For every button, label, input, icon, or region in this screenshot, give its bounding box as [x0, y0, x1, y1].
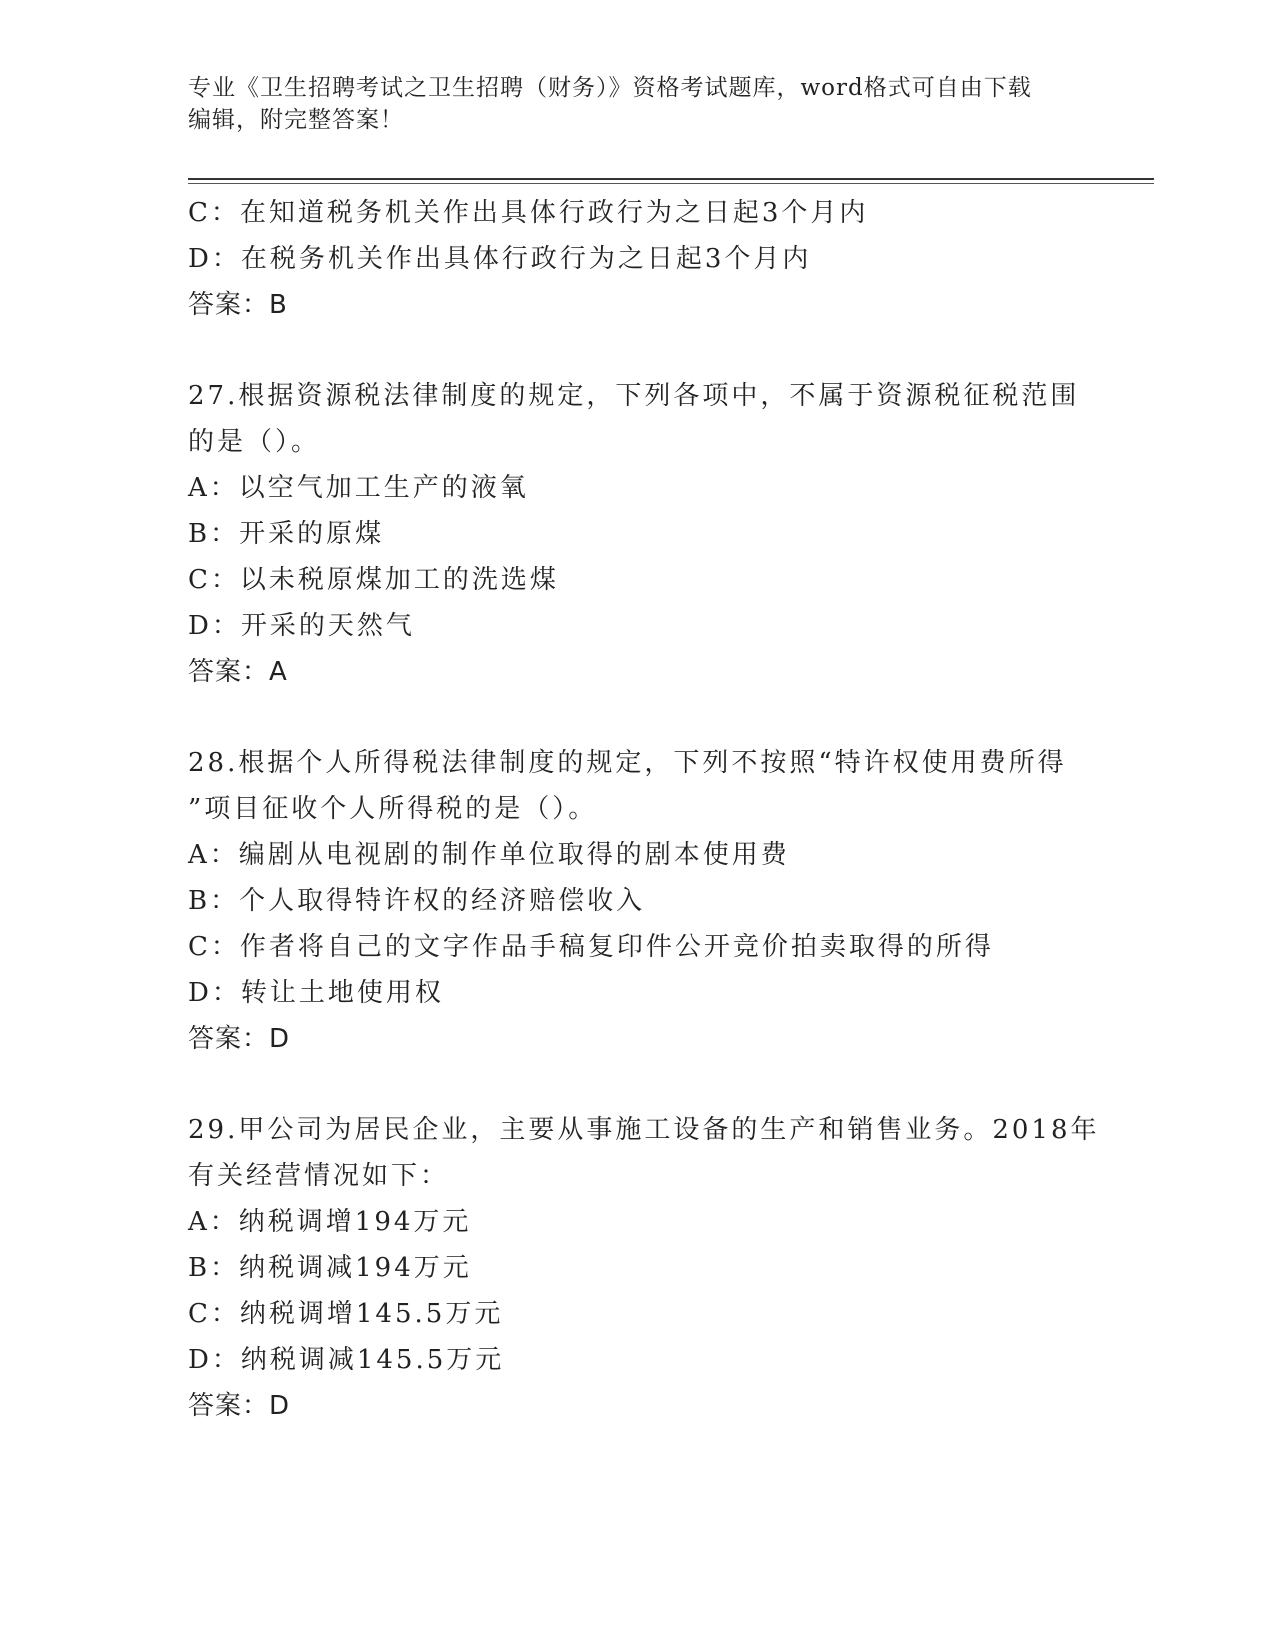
option-d: D：转让土地使用权 [188, 978, 444, 1008]
answer-line: 答案：D [188, 1024, 291, 1054]
option-c: C：纳税调增145.5万元 [188, 1299, 504, 1329]
option-d: D：纳税调减145.5万元 [188, 1345, 505, 1375]
spacer [188, 695, 1088, 740]
option-a: A：编剧从电视剧的制作单位取得的剧本使用费 [188, 840, 790, 870]
option-b: B：纳税调减194万元 [188, 1253, 472, 1283]
answer-line: 答案：D [188, 1391, 291, 1421]
spacer [188, 328, 1088, 373]
question-29 [188, 1107, 1100, 1429]
question-stem-continued: 的是（）。 [188, 427, 321, 457]
header-divider-thin [188, 183, 1154, 184]
question-26-partial [188, 190, 1088, 328]
question-27 [188, 373, 1088, 695]
question-stem-continued: ”项目征收个人所得税的是（）。 [188, 794, 598, 824]
answer-line: 答案：B [188, 290, 288, 320]
question-stem: 27.根据资源税法律制度的规定，下列各项中，不属于资源税征税范围 [188, 381, 1080, 411]
question-stem: 29.甲公司为居民企业，主要从事施工设备的生产和销售业务。2018年 [188, 1115, 1100, 1145]
question-list [188, 190, 1100, 1429]
document-header [188, 72, 1088, 136]
option-b: B：开采的原煤 [188, 519, 385, 549]
option-d: D：在税务机关作出具体行政行为之日起3个月内 [188, 244, 812, 274]
option-a: A：纳税调增194万元 [188, 1207, 472, 1237]
option-a: A：以空气加工生产的液氧 [188, 473, 529, 503]
question-28 [188, 740, 1088, 1062]
header-line-2: 编辑，附完整答案！ [188, 107, 404, 133]
spacer [188, 1062, 1088, 1107]
option-b: B：个人取得特许权的经济赔偿收入 [188, 886, 646, 916]
option-c: C：以未税原煤加工的洗选煤 [188, 565, 559, 595]
header-divider-thick [188, 178, 1154, 180]
question-stem-continued: 有关经营情况如下： [188, 1161, 450, 1191]
option-d: D：开采的天然气 [188, 611, 415, 641]
question-stem: 28.根据个人所得税法律制度的规定，下列不按照“特许权使用费所得 [188, 748, 1067, 778]
header-line-1: 专业《卫生招聘考试之卫生招聘（财务）》资格考试题库，word格式可自由下载 [188, 75, 1032, 101]
option-c: C：在知道税务机关作出具体行政行为之日起3个月内 [188, 198, 869, 228]
option-c: C：作者将自己的文字作品手稿复印件公开竞价拍卖取得的所得 [188, 932, 994, 962]
answer-line: 答案：A [188, 657, 288, 687]
